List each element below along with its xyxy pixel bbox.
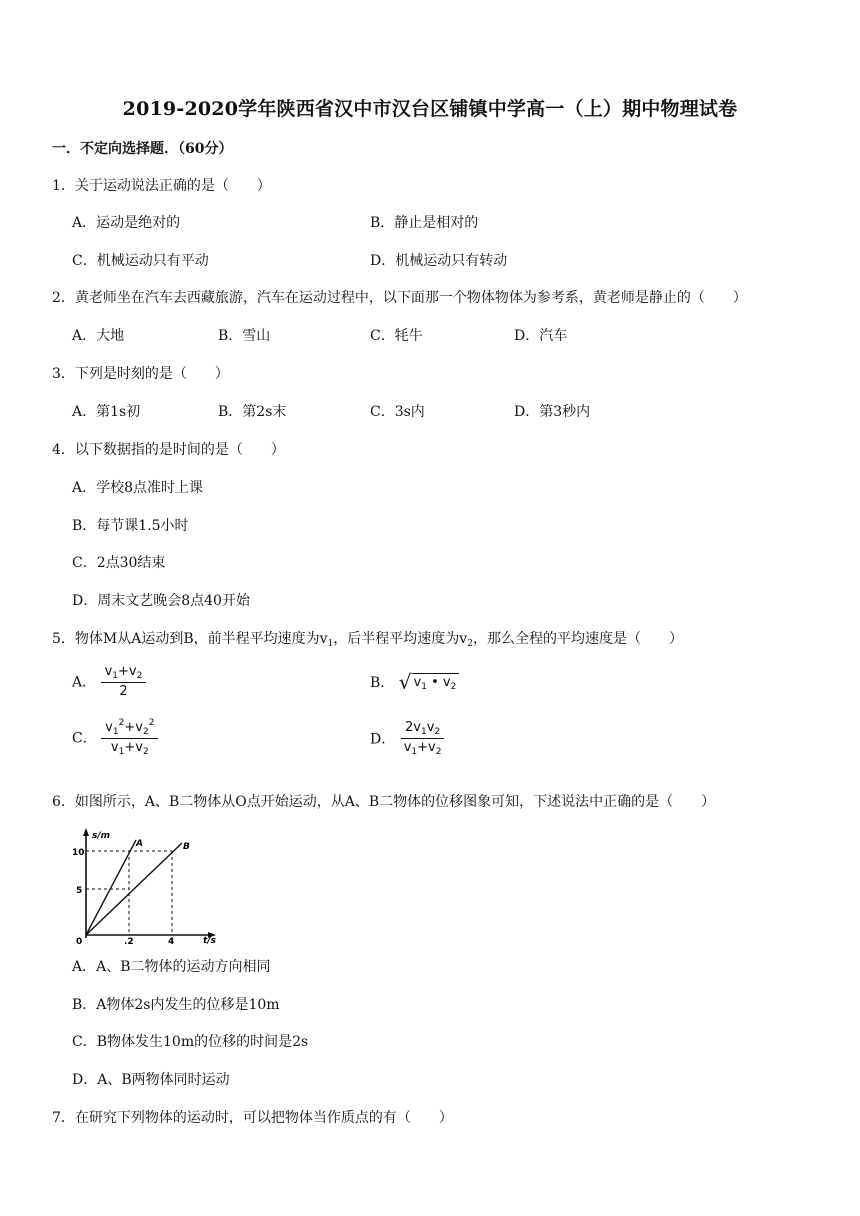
question-2-option-d: D．汽车 <box>514 328 568 344</box>
fraction-a: $\frac{v_1+v_2}{2}$ <box>101 664 147 699</box>
question-5-option-b: B． √ $v_1$ • $v_2$ <box>370 672 459 693</box>
question-6-option-d: D．A、B两物体同时运动 <box>72 1072 230 1088</box>
question-1-option-b: B．静止是相对的 <box>370 215 479 231</box>
question-3-stem: 3．下列是时刻的是（ ） <box>52 366 229 382</box>
question-2-stem: 2．黄老师坐在汽车去西藏旅游，汽车在运动过程中，以下面那一个物体物体为参考系，黄老师是静止的（ ） <box>52 290 747 306</box>
question-3-option-d: D．第3秒内 <box>514 404 591 420</box>
x-axis-label: t/s <box>203 936 216 946</box>
y-axis-label: s/m <box>92 831 111 841</box>
section-heading: 一．不定向选择题．（60分） <box>52 141 233 157</box>
question-3-option-a: A．第1s初 <box>72 404 141 420</box>
question-2-option-c: C．牦牛 <box>370 328 423 344</box>
question-2-option-a: A．大地 <box>72 328 125 344</box>
question-6-option-b: B．A物体2s内发生的位移是10m <box>72 997 280 1013</box>
question-7-stem: 7．在研究下列物体的运动时，可以把物体当作质点的有（ ） <box>52 1110 453 1126</box>
question-5-stem: 5．物体M从A运动到B，前半程平均速度为$v_1$，后半程平均速度为$v_2$，那么全程的平均速度是（ ） <box>52 631 683 649</box>
fraction-c: $\frac{v_1^2+v_2^2}{v_1+v_2}$ <box>101 718 158 757</box>
question-2-option-b: B．雪山 <box>218 328 271 344</box>
question-4-option-b: B．每节课1.5小时 <box>72 518 189 534</box>
sqrt-b: √ $v_1$ • $v_2$ <box>399 672 460 692</box>
fraction-d: $\frac{2v_1v_2}{v_1+v_2}$ <box>400 720 446 757</box>
y-tick-5: 5 <box>76 886 83 896</box>
displacement-time-graph <box>70 826 220 946</box>
x-tick-2: .2 <box>124 937 134 946</box>
question-6-option-c: C．B物体发生10m的位移的时间是2s <box>72 1034 309 1050</box>
y-axis-arrow <box>83 828 89 836</box>
question-1-option-c: C．机械运动只有平动 <box>72 253 209 269</box>
question-5-option-a: A． $\frac{v_1+v_2}{2}$ <box>72 664 146 699</box>
question-6-stem: 6．如图所示，A、B二物体从O点开始运动，从A、B二物体的位移图象可知，下述说法中正确的是（ ） <box>52 794 716 810</box>
question-3-option-c: C．3s内 <box>370 404 425 420</box>
question-1-option-a: A．运动是绝对的 <box>72 215 181 231</box>
question-6-option-a: A．A、B二物体的运动方向相同 <box>72 959 271 975</box>
line-a-label: A <box>136 839 143 849</box>
question-1-stem: 1．关于运动说法正确的是（ ） <box>52 178 271 194</box>
x-tick-4: 4 <box>168 937 175 946</box>
y-tick-10: 10 <box>72 848 85 858</box>
question-3-option-b: B．第2s末 <box>218 404 287 420</box>
question-4-option-a: A．学校8点准时上课 <box>72 480 204 496</box>
question-4-option-d: D．周末文艺晚会8点40开始 <box>72 593 250 609</box>
question-4-stem: 4．以下数据指的是时间的是（ ） <box>52 442 285 458</box>
question-1-option-d: D．机械运动只有转动 <box>370 253 508 269</box>
question-5-option-c: C． $\frac{v_1^2+v_2^2}{v_1+v_2}$ <box>72 718 158 757</box>
origin-label: 0 <box>76 937 83 946</box>
line-b-label: B <box>183 842 190 852</box>
question-4-option-c: C．2点30结束 <box>72 555 166 571</box>
page-title: 2019-2020学年陕西省汉中市汉台区铺镇中学高一（上）期中物理试卷 <box>122 98 738 120</box>
question-5-option-d: D． $\frac{2v_1v_2}{v_1+v_2}$ <box>370 720 445 757</box>
